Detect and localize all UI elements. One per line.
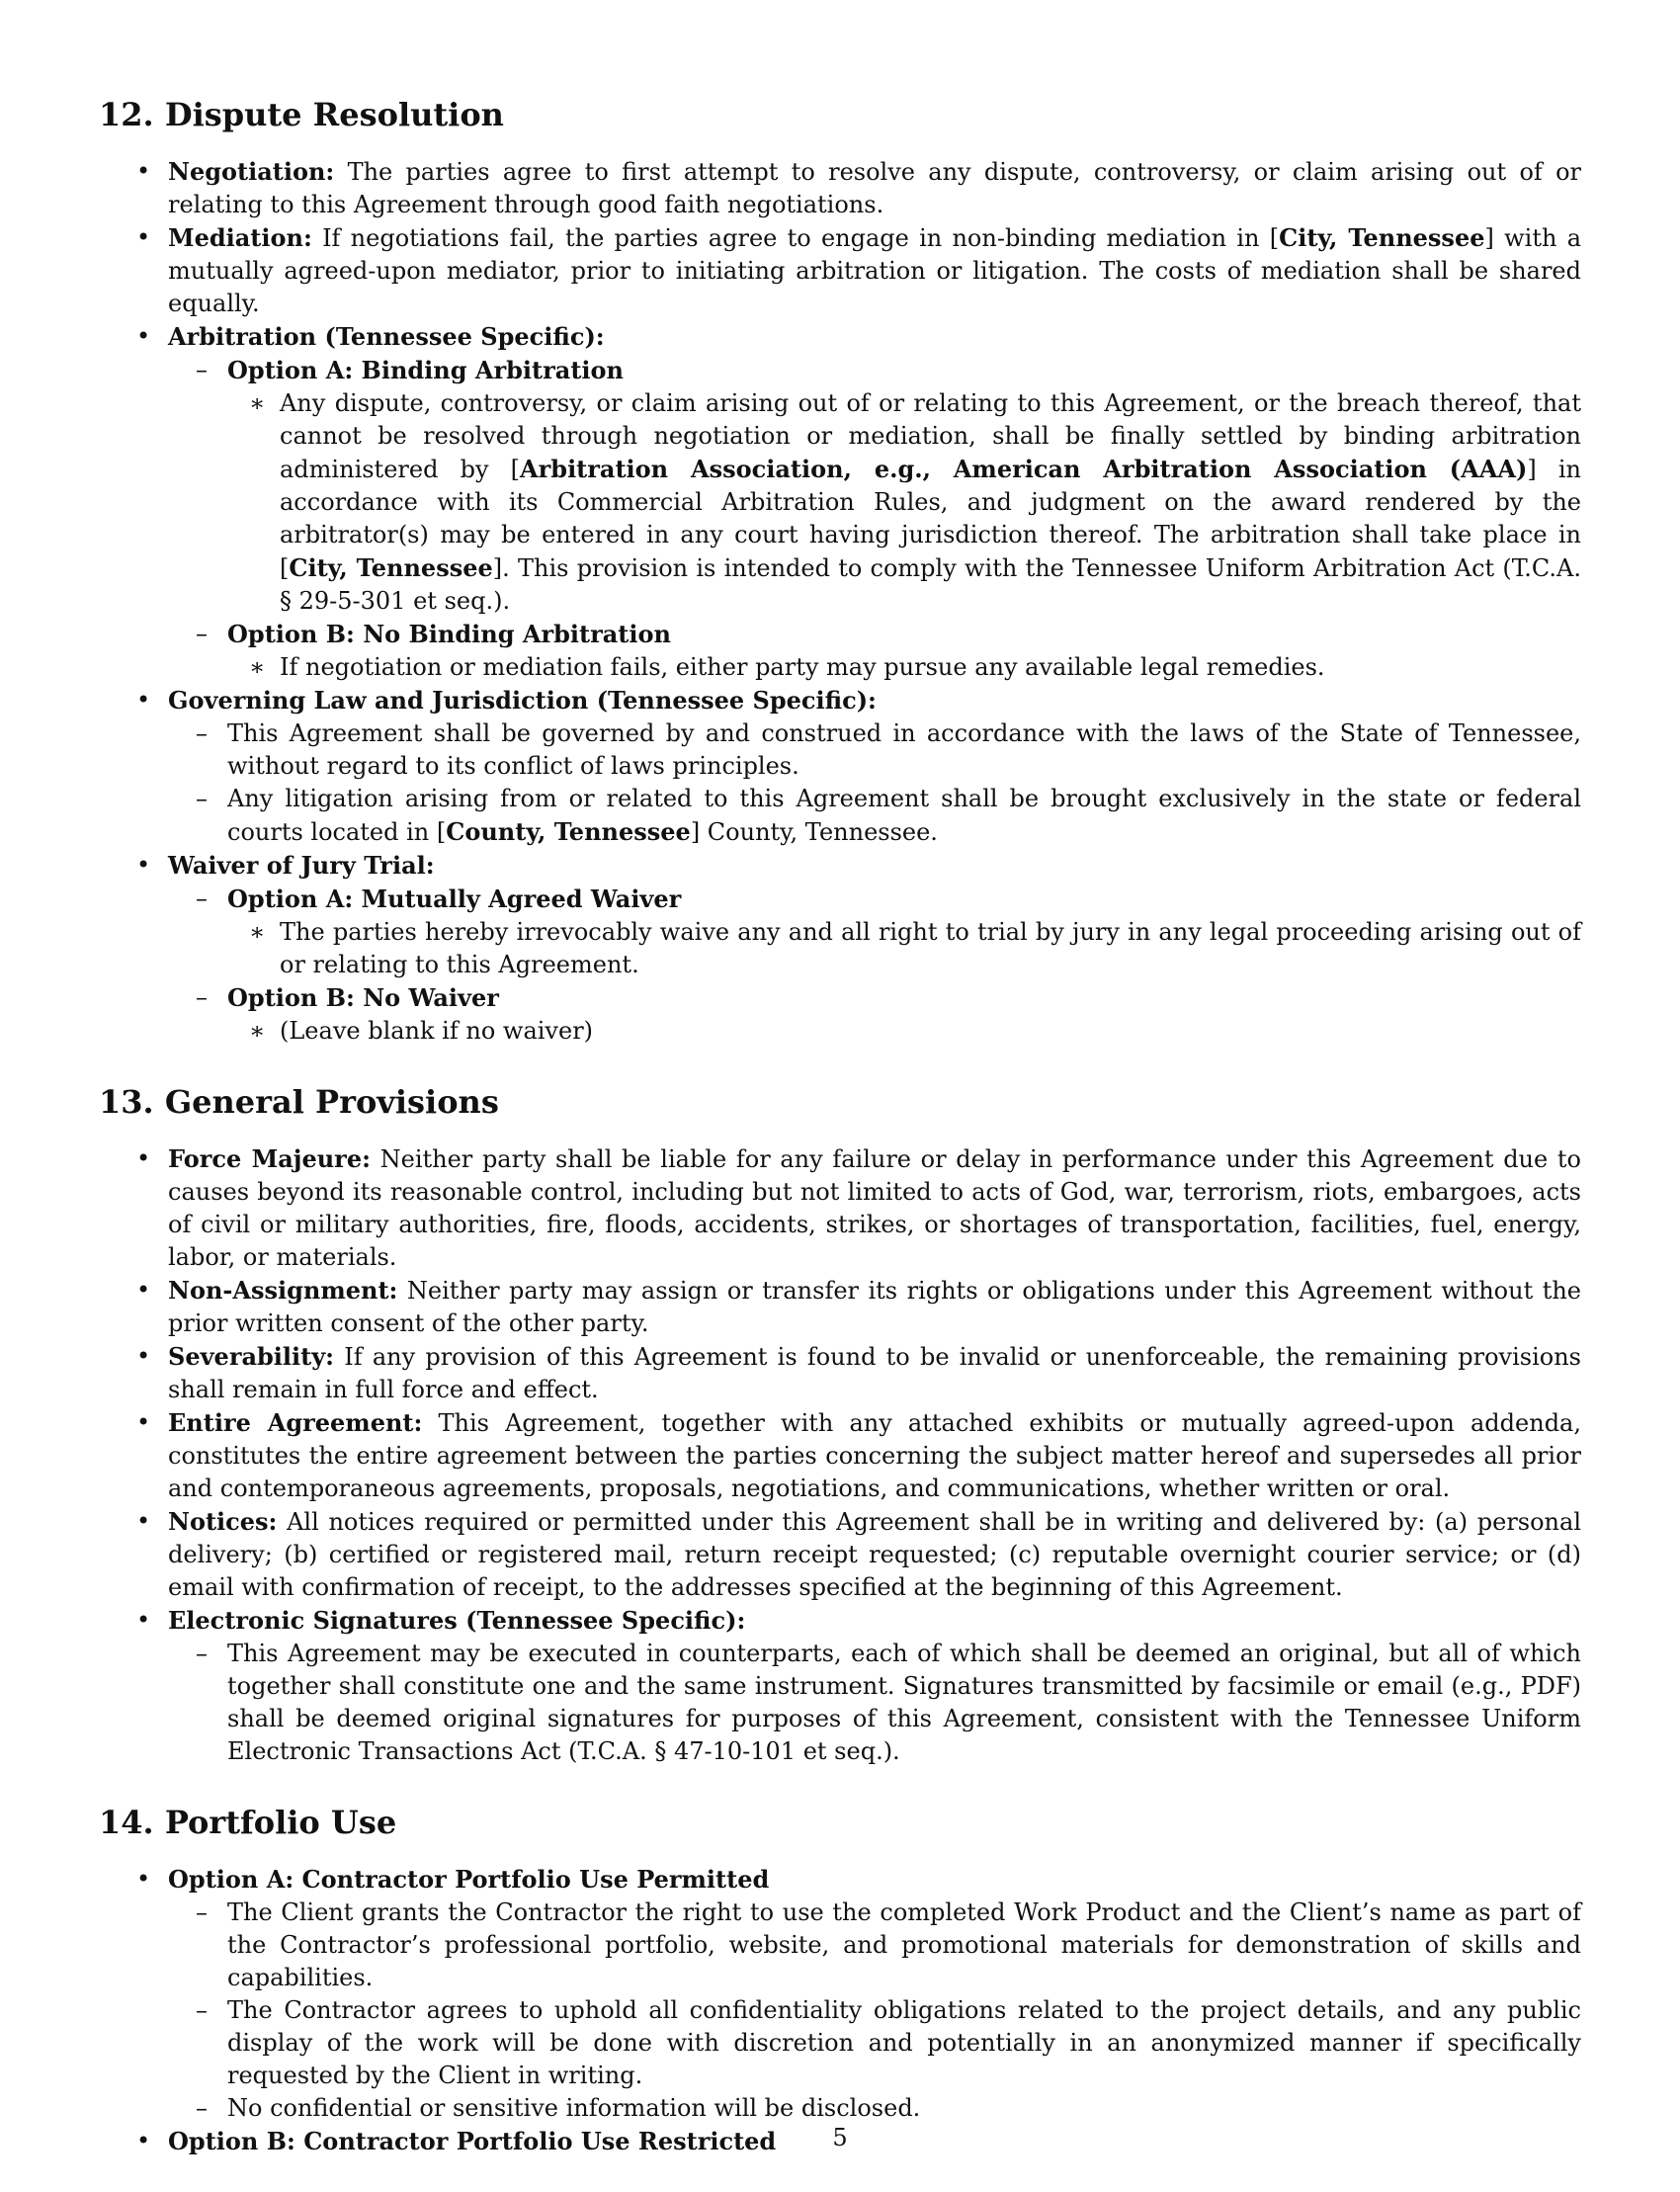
item-label: Entire Agreement: bbox=[168, 1408, 423, 1437]
list-item-entire-agreement bbox=[99, 1406, 1581, 1505]
list-item-electronic-signatures bbox=[99, 1604, 1581, 1638]
dash-marker: – bbox=[196, 2094, 208, 2122]
dash-marker: – bbox=[196, 885, 208, 912]
item-label: Negotiation: bbox=[168, 157, 335, 186]
dash-marker: – bbox=[196, 356, 208, 383]
bullet-marker: • bbox=[136, 157, 151, 185]
bullet-marker: • bbox=[136, 1606, 151, 1634]
placeholder-city: City, Tennessee bbox=[1279, 223, 1485, 252]
item-text: Neither party shall be liable for any failure or delay in performance under this Agreement due to causes beyond its reasonable control, including but not limited to acts of God, war, terrorism, riots, embargoes, acts of civil or military authorities, fire, floods, accidents, strikes, or shortages of transportation, facilities, fuel, energy, labor, or materials. bbox=[168, 1145, 1581, 1271]
list-item-severability bbox=[99, 1340, 1581, 1406]
placeholder-association: Arbitration Association, e.g., American Arbitration Association (AAA) bbox=[520, 455, 1528, 483]
item-label: Option A: Mutually Agreed Waiver bbox=[227, 885, 682, 913]
item-text: ]. This provision is intended to comply with the Tennessee Uniform Arbitration Act (T.C.A. § 29-5-301 et seq.). bbox=[280, 554, 1581, 615]
sub-item-governing-law-2 bbox=[99, 783, 1581, 849]
bullet-marker: • bbox=[136, 1342, 151, 1370]
sub-sub-item-jury-option-a-text bbox=[99, 916, 1581, 981]
item-text: The Client grants the Contractor the right to use the completed Work Product and the Client’s name as part of the Contractor’s professional portfolio, website, and promotional materials for demonstration of skills and capabilities. bbox=[227, 1898, 1581, 1991]
page-content bbox=[99, 94, 1581, 2192]
sub-item-portfolio-a-2 bbox=[99, 1994, 1581, 2092]
item-text: ] County, Tennessee. bbox=[690, 818, 938, 846]
item-label: Governing Law and Jurisdiction (Tennessee Specific): bbox=[168, 686, 877, 715]
bullet-marker: • bbox=[136, 1408, 151, 1436]
item-text: Neither party may assign or transfer its rights or obligations under this Agreement without the prior written consent of the other party. bbox=[168, 1277, 1581, 1337]
section-portfolio-use bbox=[99, 1802, 1581, 2158]
sub-sub-item-option-a-text bbox=[99, 387, 1581, 618]
sub-item-portfolio-a-3 bbox=[99, 2092, 1581, 2125]
item-text: This Agreement, together with any attached exhibits or mutually agreed-upon addenda, constitutes the entire agreement between the parties concerning the subject matter hereof and supersedes all prior and contemporaneous agreements, proposals, negotiations, and communications, whether written or oral. bbox=[168, 1409, 1581, 1502]
bullet-marker: • bbox=[136, 322, 151, 350]
list-item-arbitration bbox=[99, 320, 1581, 354]
item-label: Option A: Binding Arbitration bbox=[227, 356, 624, 384]
list-item-non-assignment bbox=[99, 1274, 1581, 1340]
item-label: Waiver of Jury Trial: bbox=[168, 851, 435, 880]
bullet-marker: • bbox=[136, 2127, 151, 2154]
list-item-negotiation bbox=[99, 155, 1581, 221]
item-text: (Leave blank if no waiver) bbox=[280, 1017, 594, 1045]
item-label: Option B: Contractor Portfolio Use Restricted bbox=[168, 2127, 777, 2155]
section-heading: 13. General Provisions bbox=[99, 1083, 499, 1121]
placeholder-county: County, Tennessee bbox=[446, 817, 691, 846]
item-text: If any provision of this Agreement is found to be invalid or unenforceable, the remaining provisions shall remain in full force and effect. bbox=[168, 1343, 1581, 1403]
item-text: The parties agree to first attempt to resolve any dispute, controversy, or claim arising out of or relating to this Agreement through good faith negotiations. bbox=[168, 158, 1581, 218]
bullet-marker: • bbox=[136, 1507, 151, 1535]
section-heading: 14. Portfolio Use bbox=[99, 1804, 397, 1841]
sub-item-option-a bbox=[99, 354, 1581, 387]
item-label: Mediation: bbox=[168, 223, 312, 252]
sub-item-jury-option-a bbox=[99, 883, 1581, 916]
item-label: Option B: No Binding Arbitration bbox=[227, 620, 671, 648]
section-dispute-resolution bbox=[99, 94, 1581, 1048]
item-text: Any litigation arising from or related to this Agreement shall be brought exclusively in the state or federal courts located in [ bbox=[227, 785, 1581, 846]
bullet-marker: • bbox=[136, 686, 151, 714]
sub-item-governing-law-1 bbox=[99, 717, 1581, 783]
sub-item-jury-option-b bbox=[99, 981, 1581, 1015]
star-marker: ∗ bbox=[249, 653, 266, 681]
dash-marker: – bbox=[196, 719, 208, 747]
item-text: No confidential or sensitive information will be disclosed. bbox=[227, 2094, 921, 2122]
item-label: Electronic Signatures (Tennessee Specific): bbox=[168, 1606, 746, 1635]
item-text: The Contractor agrees to uphold all confidentiality obligations related to the project details, and any public display of the work will be done with discretion and potentially in an anonymized manner if specifically requested by the Client in writing. bbox=[227, 1996, 1581, 2089]
item-text: This Agreement may be executed in counterparts, each of which shall be deemed an original, but all of which together shall constitute one and the same instrument. Signatures transmitted by facsimile or email (e.g., PDF) shall be deemed original signatures for purposes of this Agreement, consistent with the Tennessee Uniform Electronic Transactions Act (T.C.A. § 47-10-101 et seq.). bbox=[227, 1640, 1581, 1765]
item-label: Non-Assignment: bbox=[168, 1276, 398, 1305]
page-number: 5 bbox=[832, 2124, 848, 2151]
item-label: Force Majeure: bbox=[168, 1144, 371, 1173]
item-label: Option B: No Waiver bbox=[227, 983, 499, 1012]
item-text: The parties hereby irrevocably waive any and all right to trial by jury in any legal proceeding arising out of or relating to this Agreement. bbox=[280, 918, 1581, 978]
item-text: If negotiation or mediation fails, either party may pursue any available legal remedies. bbox=[280, 653, 1325, 681]
item-text: This Agreement shall be governed by and construed in accordance with the laws of the State of Tennessee, without regard to its conflict of laws principles. bbox=[227, 719, 1581, 780]
item-text: If negotiations fail, the parties agree to engage in non-binding mediation in [ bbox=[311, 224, 1280, 252]
list-item-force-majeure bbox=[99, 1142, 1581, 1274]
list-item-portfolio-option-a bbox=[99, 1863, 1581, 1897]
dash-marker: – bbox=[196, 785, 208, 812]
sub-item-option-b bbox=[99, 618, 1581, 651]
bullet-marker: • bbox=[136, 223, 151, 251]
sub-sub-item-jury-option-b-text bbox=[99, 1015, 1581, 1048]
dash-marker: – bbox=[196, 983, 208, 1011]
section-heading: 12. Dispute Resolution bbox=[99, 96, 504, 133]
item-label: Arbitration (Tennessee Specific): bbox=[168, 322, 605, 351]
list-item-governing-law bbox=[99, 684, 1581, 717]
list-item-notices bbox=[99, 1505, 1581, 1604]
item-text: Any dispute, controversy, or claim arising out of or relating to this Agreement, or the breach thereof, that cannot be resolved through negotiation or mediation, shall be finally settled by binding arbitration administered by [ bbox=[280, 389, 1581, 483]
dash-marker: – bbox=[196, 1898, 208, 1926]
sub-item-portfolio-a-1 bbox=[99, 1897, 1581, 1994]
section-general-provisions bbox=[99, 1081, 1581, 1768]
list-item-mediation bbox=[99, 221, 1581, 320]
bullet-marker: • bbox=[136, 851, 151, 879]
sub-item-electronic-signatures-text bbox=[99, 1638, 1581, 1768]
bullet-marker: • bbox=[136, 1865, 151, 1893]
item-label: Option A: Contractor Portfolio Use Permitted bbox=[168, 1865, 770, 1894]
item-text: ] with a mutually agreed-upon mediator, prior to initiating arbitration or litigation. The costs of mediation shall be shared equally. bbox=[168, 224, 1581, 317]
dash-marker: – bbox=[196, 620, 208, 647]
dash-marker: – bbox=[196, 1996, 208, 2024]
star-marker: ∗ bbox=[249, 918, 266, 946]
item-text: All notices required or permitted under this Agreement shall be in writing and delivered by: (a) personal delivery; (b) certified or registered mail, return receipt requested; (c) reputable overnight courier service; or (d) email with confirmation of receipt, to the addresses specified at the beginning of this Agreement. bbox=[168, 1508, 1581, 1601]
sub-sub-item-option-b-text bbox=[99, 651, 1581, 684]
item-text: ] in accordance with its Commercial Arbitration Rules, and judgment on the award rendered by the arbitrator(s) may be entered in any court having jurisdiction thereof. The arbitration shall take place in [ bbox=[280, 456, 1581, 582]
star-marker: ∗ bbox=[249, 1017, 266, 1045]
star-marker: ∗ bbox=[249, 389, 266, 417]
item-label: Notices: bbox=[168, 1507, 278, 1536]
item-label: Severability: bbox=[168, 1342, 335, 1371]
list-item-jury-waiver bbox=[99, 849, 1581, 883]
placeholder-city: City, Tennessee bbox=[289, 553, 493, 582]
dash-marker: – bbox=[196, 1640, 208, 1667]
bullet-marker: • bbox=[136, 1144, 151, 1172]
bullet-marker: • bbox=[136, 1276, 151, 1304]
